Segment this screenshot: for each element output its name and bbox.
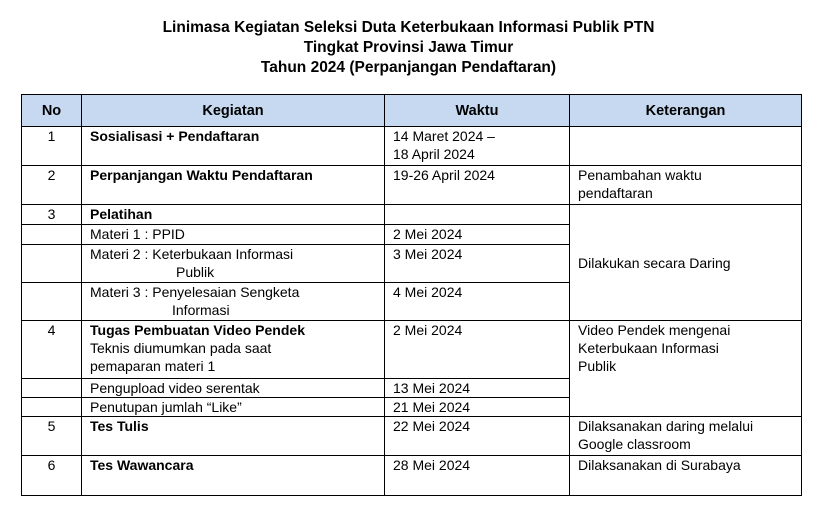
note-cell (570, 417, 802, 456)
title-line-2: Tingkat Provinsi Jawa Timur (303, 39, 514, 56)
activity-line: pemaparan materi 1 (90, 358, 216, 374)
activity-line: Teknis diumumkan pada saat (90, 340, 272, 356)
header-kegiatan: Kegiatan (82, 95, 385, 127)
table-row (22, 127, 802, 166)
row-number: 3 (22, 205, 82, 225)
title-line-3: Tahun 2024 (Perpanjangan Pendaftaran) (260, 59, 557, 76)
time-cell: 22 Mei 2024 (385, 417, 570, 456)
row-number: 2 (22, 166, 82, 205)
note-cell: Dilaksanakan di Surabaya (570, 456, 802, 496)
activity-cell: Pelatihan (82, 205, 385, 225)
time-cell: 21 Mei 2024 (385, 398, 570, 417)
activity-cell: Sosialisasi + Pendaftaran (82, 127, 385, 166)
table-row (22, 456, 802, 496)
note-line: Keterbukaan Informasi (578, 340, 719, 356)
time-line: 18 April 2024 (393, 146, 475, 162)
note-cell (570, 166, 802, 205)
title-line-1: Linimasa Kegiatan Seleksi Duta Keterbukaan Informasi Publik PTN (162, 19, 655, 36)
time-cell (385, 127, 570, 166)
note-cell (570, 321, 802, 417)
table-row (22, 205, 802, 225)
time-cell: 3 Mei 2024 (385, 245, 570, 283)
activity-cell: Materi 1 : PPID (82, 225, 385, 245)
row-number-empty (22, 225, 82, 245)
activity-cell: Pengupload video serentak (82, 379, 385, 398)
time-cell: 2 Mei 2024 (385, 225, 570, 245)
note-line: Dilaksanakan daring melalui (578, 418, 754, 434)
header-keterangan: Keterangan (570, 95, 802, 127)
activity-line: Materi 2 : Keterbukaan Informasi (90, 246, 294, 262)
note-line: Penambahan waktu (578, 167, 702, 183)
row-number: 5 (22, 417, 82, 456)
activity-line: Materi 3 : Penyelesaian Sengketa (90, 284, 300, 300)
activity-line: Informasi (172, 302, 230, 318)
time-cell: 13 Mei 2024 (385, 379, 570, 398)
time-cell: 4 Mei 2024 (385, 283, 570, 321)
time-cell: 2 Mei 2024 (385, 321, 570, 379)
row-number: 6 (22, 456, 82, 496)
schedule-table (21, 94, 802, 496)
activity-line: Publik (176, 264, 215, 280)
activity-line: Tugas Pembuatan Video Pendek (90, 322, 305, 338)
table-row (22, 166, 802, 205)
row-number-empty (22, 379, 82, 398)
note-line: Publik (578, 358, 617, 374)
table-header-row (22, 95, 802, 127)
activity-cell: Tes Wawancara (82, 456, 385, 496)
activity-cell (82, 321, 385, 379)
header-waktu: Waktu (385, 95, 570, 127)
activity-cell: Tes Tulis (82, 417, 385, 456)
row-number: 4 (22, 321, 82, 379)
activity-cell (82, 283, 385, 321)
note-cell (570, 127, 802, 166)
time-cell (385, 205, 570, 225)
row-number: 1 (22, 127, 82, 166)
document-title (0, 18, 817, 78)
note-line: Video Pendek mengenai (578, 322, 731, 338)
activity-cell (82, 245, 385, 283)
row-number-empty (22, 398, 82, 417)
header-no: No (22, 95, 82, 127)
time-cell: 19-26 April 2024 (385, 166, 570, 205)
row-number-empty (22, 283, 82, 321)
table-row (22, 321, 802, 379)
activity-cell: Perpanjangan Waktu Pendaftaran (82, 166, 385, 205)
note-cell: Dilakukan secara Daring (570, 205, 802, 321)
time-line: 14 Maret 2024 – (393, 128, 495, 144)
row-number-empty (22, 245, 82, 283)
table-row (22, 417, 802, 456)
time-cell: 28 Mei 2024 (385, 456, 570, 496)
note-line: pendaftaran (578, 185, 653, 201)
activity-cell: Penutupan jumlah “Like” (82, 398, 385, 417)
note-line: Google classroom (578, 436, 691, 452)
